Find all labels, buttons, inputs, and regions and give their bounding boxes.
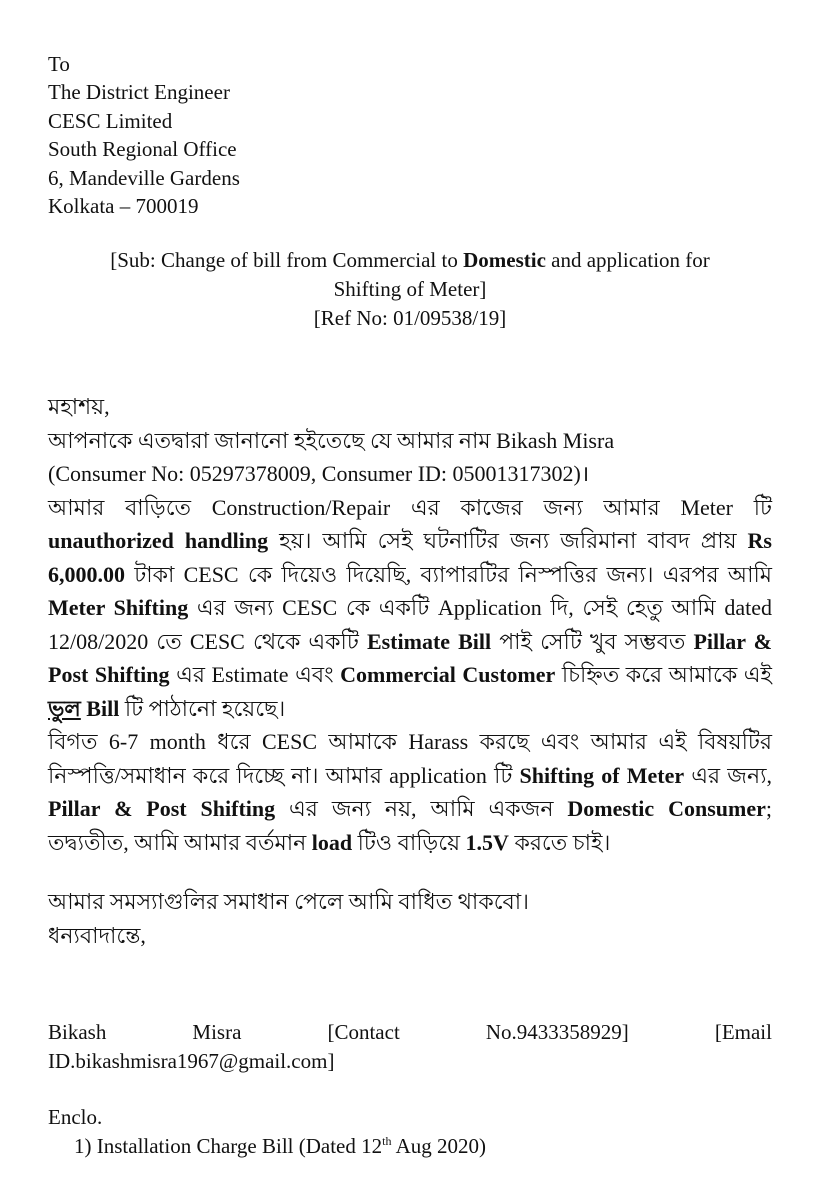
- enclosure-block: [48, 1103, 486, 1161]
- contact-label: [Contact: [327, 1020, 400, 1044]
- text: এর জন্য নয়, আমি একজন: [275, 796, 568, 821]
- bold-text: Pillar & Post Shifting: [48, 628, 773, 687]
- recipient-address: [48, 50, 240, 220]
- paragraph-harassment: [48, 725, 772, 859]
- address-line-4: 6, Mandeville Gardens: [48, 165, 240, 190]
- reference-number: [Ref No: 01/09538/19]: [313, 306, 507, 330]
- subject-block: [40, 246, 780, 333]
- subject-prefix: [Sub: Change of bill from Commercial to: [110, 248, 464, 272]
- enclosure-item: [48, 1132, 486, 1161]
- email-address: ID.bikashmisra1967@gmail.com]: [48, 1049, 335, 1073]
- letter-body: [48, 390, 772, 952]
- subject-line-2: Shifting of Meter]: [333, 277, 487, 301]
- text: এর জন্য CESC কে একটি Application দি, সেই হেতু আমি dated 12/08/2020 তে CESC থেকে একটি: [48, 595, 772, 654]
- closing-line-2: ধন্যবাদান্তে,: [48, 922, 146, 948]
- bold-text: Commercial Customer: [340, 662, 556, 687]
- text: বিগত 6-7 month ধরে CESC আমাকে Harass করছে এবং আমার এই বিষয়টির নিস্পত্তি/সমাধান করে দিচ্ছে না। আমার application টি: [48, 729, 772, 788]
- address-line-1: The District Engineer: [48, 80, 230, 105]
- signature-first-name: Bikash: [48, 1020, 107, 1044]
- text: টিও বাড়িয়ে: [352, 829, 466, 855]
- contact-number: No.9433358929]: [485, 1020, 629, 1044]
- bold-text: load: [311, 829, 353, 855]
- bold-text: unauthorized handling: [48, 528, 269, 553]
- text: করতে চাই।: [508, 829, 611, 855]
- enclosure-item-text-end: Aug 2020): [391, 1134, 486, 1158]
- closing-line-1: আমার সমস্যাগুলির সমাধান পেলে আমি বাধিত থাকবো।: [48, 889, 530, 914]
- subject-suffix: and application for: [545, 248, 710, 272]
- signature-row: [48, 1018, 772, 1047]
- text: ; তদ্ব্যতীত, আমি আমার বর্তমান: [48, 796, 772, 855]
- signature-block: [48, 1018, 772, 1076]
- enclosure-item-superscript: th: [382, 1134, 392, 1148]
- underlined-bold-text: ভুল: [48, 695, 81, 721]
- subject-line-1: [40, 246, 780, 275]
- salutation: মহাশয়,: [48, 394, 110, 419]
- bold-text: Domestic Consumer: [567, 796, 766, 821]
- bold-text: Pillar & Post Shifting: [48, 796, 276, 821]
- text: আমার বাড়িতে Construction/Repair এর কাজের জন্য আমার Meter টি: [48, 494, 772, 520]
- address-line-3: South Regional Office: [48, 137, 237, 162]
- text: চিহ্নিত করে আমাকে এই: [555, 662, 772, 687]
- text: টি পাঠানো হয়েছে।: [119, 695, 286, 721]
- paragraph-complaint: [48, 491, 772, 726]
- enclosure-label: Enclo.: [48, 1105, 103, 1129]
- subject-bold: Domestic: [463, 248, 546, 272]
- intro-line-2: (Consumer No: 05297378009, Consumer ID: 05001317302)।: [48, 461, 590, 486]
- text: টাকা CESC কে দিয়েও দিয়েছি, ব্যাপারটির নিস্পত্তির জন্য। এরপর আমি: [125, 561, 772, 587]
- enclosure-item-text: 1) Installation Charge Bill (Dated 12: [74, 1134, 383, 1158]
- text: এর Estimate এবং: [169, 662, 341, 687]
- bold-text: Shifting of Meter: [519, 762, 685, 788]
- bold-text: Estimate Bill: [366, 628, 492, 654]
- address-line-5: Kolkata – 700019: [48, 194, 199, 219]
- text: এর জন্য,: [684, 762, 772, 788]
- text: পাই সেটি খুব সম্ভবত: [491, 628, 694, 654]
- bold-text: 1.5V: [465, 829, 509, 855]
- signature-last-name: Misra: [192, 1020, 242, 1044]
- email-label: [Email: [714, 1020, 772, 1044]
- address-line-2: CESC Limited: [48, 108, 173, 133]
- intro-line-1: আপনাকে এতদ্বারা জানানো হইতেছে যে আমার নাম Bikash Misra: [48, 427, 615, 453]
- address-to: To: [48, 52, 70, 76]
- bold-text: Meter Shifting: [48, 595, 189, 620]
- bold-text: Bill: [86, 695, 120, 721]
- text: হয়। আমি সেই ঘটনাটির জন্য জরিমানা বাবদ প্রায়: [268, 528, 748, 553]
- paragraph-intro: [48, 424, 772, 491]
- bold-text: Rs 6,000.00: [48, 528, 772, 587]
